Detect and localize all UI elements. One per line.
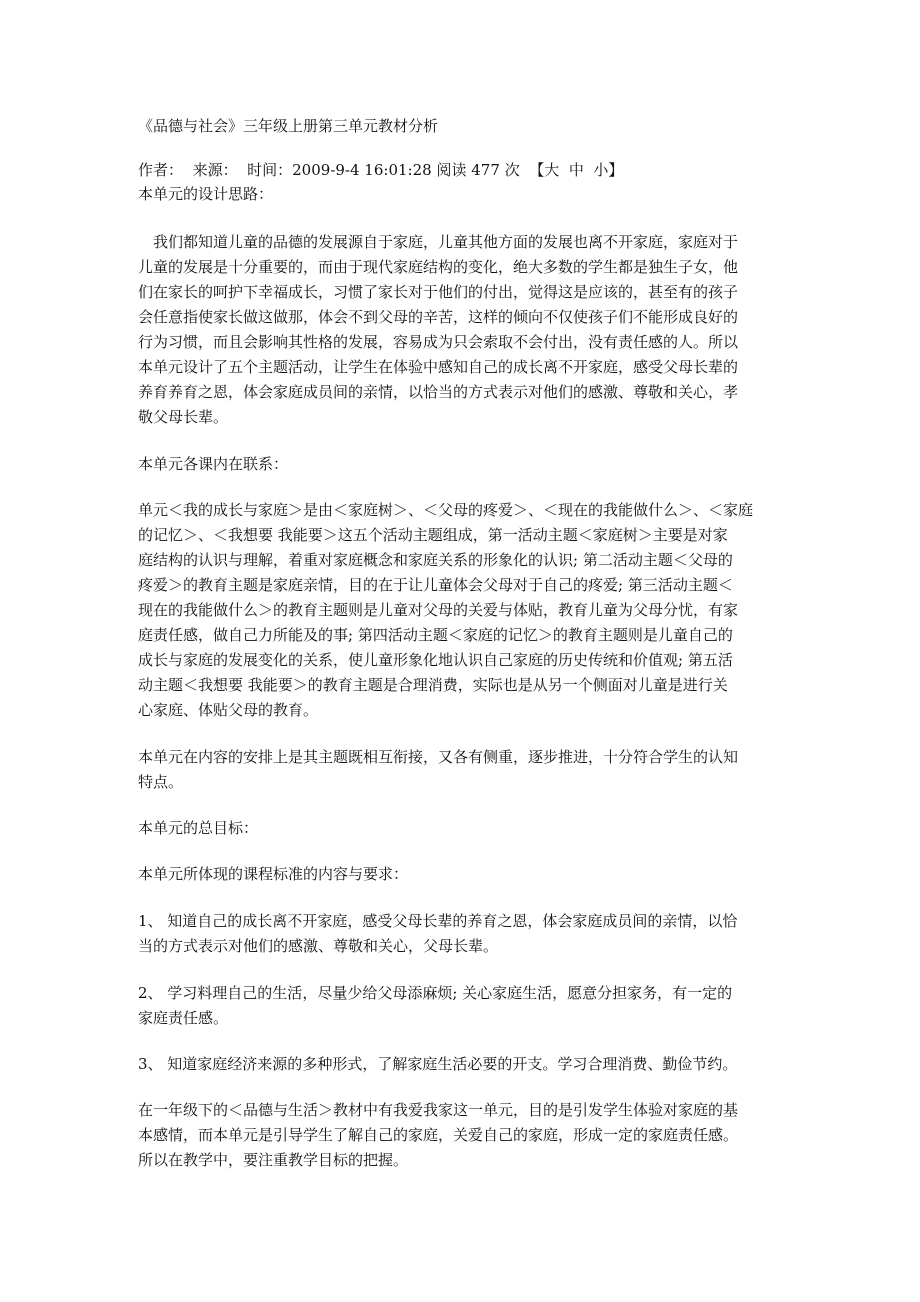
author-label: 作者： <box>138 161 184 179</box>
source-label: 来源： <box>192 161 238 179</box>
size-bracket-open: 【 <box>529 161 545 179</box>
meta-gap <box>238 161 248 179</box>
standard-heading: 本单元所体现的课程标准的内容与要求： <box>138 865 409 883</box>
paragraph-line: 疼爱＞的教育主题是家庭亲情，目的在于让儿童体会父母对于自己的疼爱; 第三活动主题＜ <box>138 576 733 594</box>
paragraph-line: 在一年级下的＜品德与生活＞教材中有我爱我家这一单元，目的是引发学生体验对家庭的基 <box>138 1101 739 1119</box>
list-item-line: 3、 知道家庭经济来源的多种形式，了解家庭生活必要的开支。学习合理消费、勤俭节约。 <box>138 1055 738 1073</box>
paragraph-line: 本单元在内容的安排上是其主题既相互衔接，又各有侧重，逐步推进，十分符合学生的认知 <box>138 748 739 766</box>
list-item-line: 当的方式表示对他们的感激、尊敬和关心，父母长辈。 <box>138 937 499 955</box>
paragraph-line: 特点。 <box>138 773 184 791</box>
paragraph-line: 成长与家庭的发展变化的关系，使儿童形象化地认识自己家庭的历史传统和价值观; 第五活 <box>138 651 733 669</box>
font-size-medium-link[interactable]: 中 <box>568 161 584 179</box>
paragraph-line: 庭结构的认识与理解，着重对家庭概念和家庭关系的形象化的认识; 第二活动主题＜父母的 <box>138 551 733 569</box>
design-heading: 本单元的设计思路： <box>138 185 274 203</box>
paragraph-line: 儿童的发展是十分重要的，而由于现代家庭结构的变化，绝大多数的学生都是独生子女，他 <box>138 258 739 276</box>
meta-gap <box>183 161 193 179</box>
reads-label: 阅读 <box>436 161 467 179</box>
paragraph-line: 我们都知道儿童的品德的发展源自于家庭，儿童其他方面的发展也离不开家庭，家庭对于 <box>138 233 739 251</box>
paragraph-line: 现在的我能做什么＞的教育主题则是儿童对父母的关爱与体贴，教育儿童为父母分忧，有家 <box>138 601 739 619</box>
meta-gap <box>559 161 569 179</box>
reads-unit: 次 <box>504 161 520 179</box>
paragraph-line: 动主题＜我想要 我能要＞的教育主题是合理消费，实际也是从另一个侧面对儿童是进行关 <box>138 676 728 694</box>
time-value: 2009-9-4 16:01:28 <box>292 161 432 179</box>
paragraph-line: 养育养育之恩，体会家庭成员间的亲情，以恰当的方式表示对他们的感激、尊敬和关心，孝 <box>138 383 739 401</box>
meta-gap <box>520 161 530 179</box>
article-meta <box>138 159 788 181</box>
goal-heading: 本单元的总目标： <box>138 819 259 837</box>
paragraph-line: 会任意指使家长做这做那，体会不到父母的辛苦，这样的倾向不仅使孩子们不能形成良好的 <box>138 308 739 326</box>
meta-gap <box>584 161 594 179</box>
paragraph-line: 的记忆＞、＜我想要 我能要＞这五个活动主题组成，第一活动主题＜家庭树＞主要是对家 <box>138 526 728 544</box>
paragraph-line: 们在家长的呵护下幸福成长，习惯了家长对于他们的付出，觉得这是应该的，甚至有的孩子 <box>138 283 739 301</box>
list-item-line: 2、 学习料理自己的生活，尽量少给父母添麻烦; 关心家庭生活，愿意分担家务，有一定的 <box>138 984 733 1002</box>
font-size-small-link[interactable]: 小 <box>593 161 609 179</box>
relation-heading: 本单元各课内在联系： <box>138 455 289 473</box>
paragraph-line: 所以在教学中，要注重教学目标的把握。 <box>138 1151 409 1169</box>
paragraph-line: 本感情，而本单元是引导学生了解自己的家庭，关爱自己的家庭，形成一定的家庭责任感。 <box>138 1126 739 1144</box>
paragraph-line: 心家庭、体贴父母的教育。 <box>138 701 319 719</box>
article-title: 《品德与社会》三年级上册第三单元教材分析 <box>138 117 439 135</box>
paragraph-line: 行为习惯，而且会影响其性格的发展，容易成为只会索取不会付出，没有责任感的人。所以 <box>138 333 739 351</box>
time-label: 时间： <box>247 161 293 179</box>
reads-count: 477 <box>471 161 500 179</box>
list-item-line: 家庭责任感。 <box>138 1009 229 1027</box>
paragraph-line: 单元＜我的成长与家庭＞是由＜家庭树＞、＜父母的疼爱＞、＜现在的我能做什么＞、＜家庭 <box>138 501 754 519</box>
paragraph-line: 庭责任感，做自己力所能及的事; 第四活动主题＜家庭的记忆＞的教育主题则是儿童自己的 <box>138 626 733 644</box>
size-bracket-close: 】 <box>608 161 624 179</box>
paragraph-line: 本单元设计了五个主题活动，让学生在体验中感知自己的成长离不开家庭，感受父母长辈的 <box>138 358 739 376</box>
paragraph-line: 敬父母长辈。 <box>138 408 229 426</box>
font-size-large-link[interactable]: 大 <box>544 161 560 179</box>
list-item-line: 1、 知道自己的成长离不开家庭，感受父母长辈的养育之恩，体会家庭成员间的亲情，以恰 <box>138 912 738 930</box>
